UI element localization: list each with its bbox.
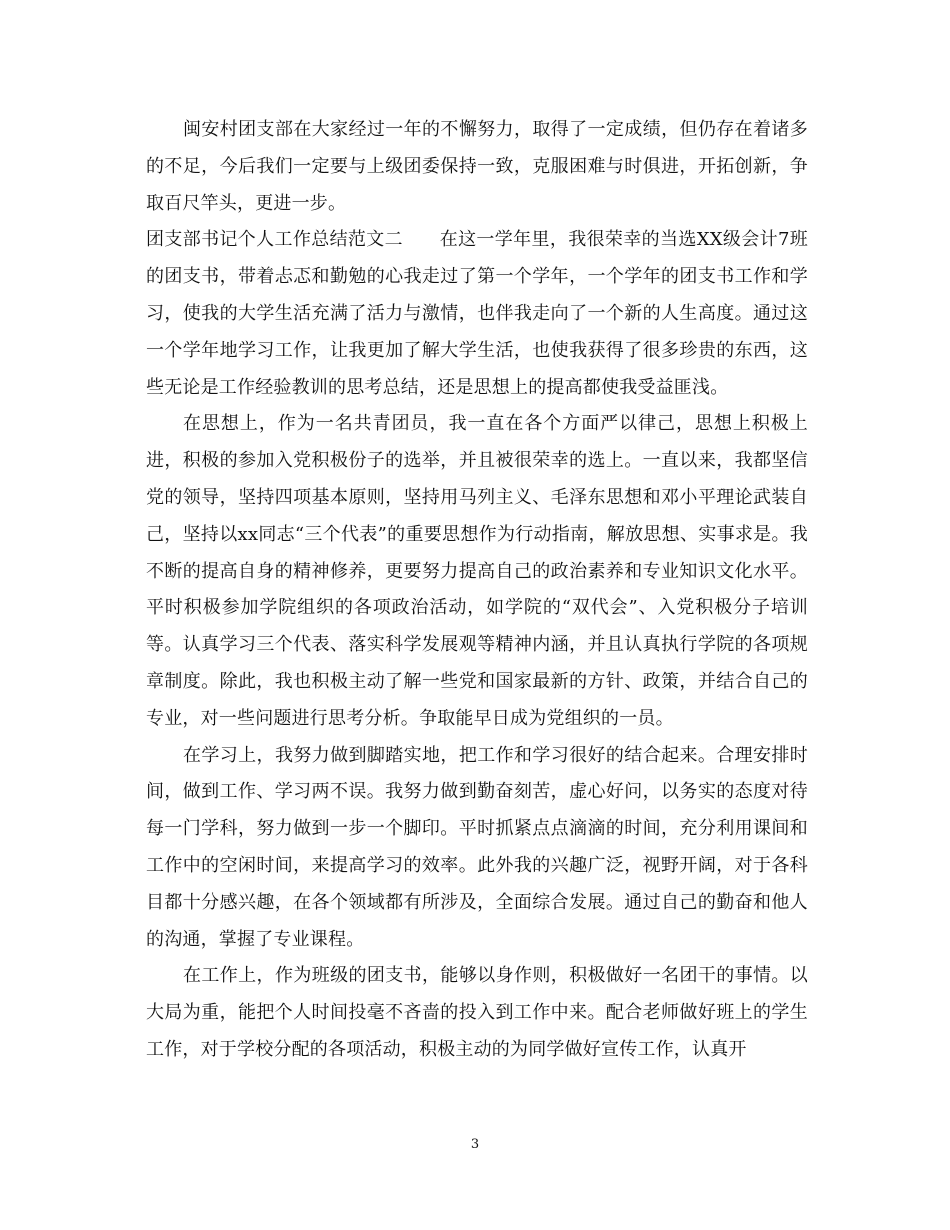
body-text [146, 112, 808, 1069]
page-number: 3 [470, 1137, 480, 1152]
paragraph-4-study: 在学习上，我努力做到脚踏实地，把工作和学习很好的结合起来。合理安排时间，做到工作、学习两不误。我努力做到勤奋刻苦，虚心好问，以务实的态度对待每一门学科，努力做到一步一个脚印。平时抓紧点点滴滴的时间，充分利用课间和工作中的空闲时间，来提高学习的效率。此外我的兴趣广泛，视野开阔，对于各科目都十分感兴趣，在各个领域都有所涉及，全面综合发展。通过自己的勤奋和他人的沟通，掌握了专业课程。 [146, 744, 808, 950]
paragraph-3-thought: 在思想上，作为一名共青团员，我一直在各个方面严以律己，思想上积极上进，积极的参加入党积极份子的选举，并且被很荣幸的选上。一直以来，我都坚信党的领导，坚持四项基本原则，坚持用马列主义、毛泽东思想和邓小平理论武装自己，坚持以xx同志“三个代表”的重要思想作为行动指南，解放思想、实事求是。我不断的提高自身的精神修养，更要努力提高自己的政治素养和专业知识文化水平。平时积极参加学院组织的各项政治活动，如学院的“双代会”、入党积极分子培训等。认真学习三个代表、落实科学发展观等精神内涵，并且认真执行学院的各项规章制度。除此，我也积极主动了解一些党和国家最新的方针、政策，并结合自己的专业，对一些问题进行思考分析。争取能早日成为党组织的一员。 [146, 413, 808, 729]
paragraph-5-work: 在工作上，作为班级的团支书，能够以身作则，积极做好一名团干的事情。以大局为重，能把个人时间投毫不吝啬的投入到工作中来。配合老师做好班上的学生工作，对于学校分配的各项活动，积极主动的为同学做好宣传工作，认真开 [146, 965, 808, 1060]
paragraph-2-with-heading: 团支部书记个人工作总结范文二 在这一学年里，我很荣幸的当选XX级会计7班的团支书，带着忐忑和勤勉的心我走过了第一个学年，一个学年的团支书工作和学习，使我的大学生活充满了活力与激情，也伴我走向了一个新的人生高度。通过这一个学年地学习工作，让我更加了解大学生活，也使我获得了很多珍贵的东西，这些无论是工作经验教训的思考总结，还是思想上的提高都使我受益匪浅。 [146, 229, 808, 398]
paragraph-1: 闽安村团支部在大家经过一年的不懈努力，取得了一定成绩，但仍存在着诸多的不足，今后我们一定要与上级团委保持一致，克服困难与时俱进，开拓创新，争取百尺竿头，更进一步。 [146, 119, 808, 214]
